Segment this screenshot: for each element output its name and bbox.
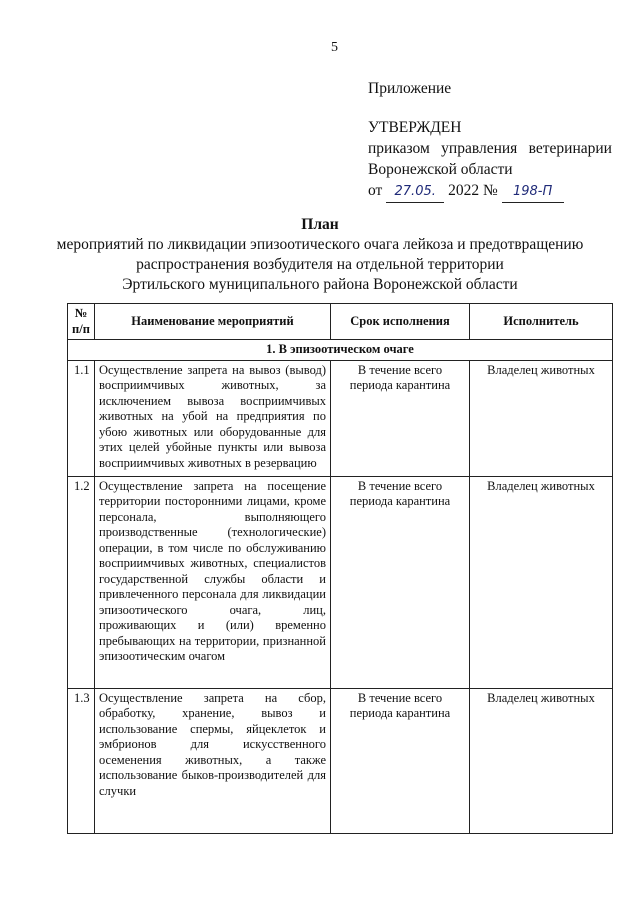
section-row [68, 340, 613, 361]
row-term: В течение всего периода карантина [331, 688, 470, 833]
year-text: 2022 № [448, 182, 498, 199]
table-header-row [68, 304, 613, 340]
row-num: 1.1 [68, 360, 95, 476]
row-name: Осуществление запрета на сбор, обработку, хранение, вывоз и использование спермы, яйцеклеток и эмбрионов для искусственного осеменения животных, а также использование быков-производителей для случки [95, 688, 331, 833]
table-row [68, 360, 613, 476]
title-line-1: мероприятий по ликвидации эпизоотического очага лейкоза и предотвращению [56, 236, 584, 253]
title-line-2: распространения возбудителя на отдельной территории [136, 256, 504, 273]
row-num: 1.2 [68, 476, 95, 688]
order-word-2: управления [441, 140, 518, 157]
appendix-label: Приложение [368, 80, 452, 97]
row-executor: Владелец животных [470, 360, 613, 476]
row-num: 1.3 [68, 688, 95, 833]
row-name: Осуществление запрета на посещение территории посторонними лицами, кроме персонала, выполняющего производственные (технологические) операции, в том числе по обслуживанию восприимчивых животных, специалистов государственной службы области и привлеченного персонала для ликвидации эпизоотического очага, лиц, проживающих и (или) временно пребывающих на территории, признанной эпизоотическим очагом [95, 476, 331, 688]
order-line [368, 138, 612, 159]
date-line [368, 180, 612, 203]
row-executor: Владелец животных [470, 688, 613, 833]
order-word-1: приказом [368, 140, 430, 157]
header-name: Наименование мероприятий [95, 304, 331, 340]
handwritten-date: 27.05. [386, 181, 444, 203]
header-num: № п/п [68, 304, 95, 340]
row-executor: Владелец животных [470, 476, 613, 688]
row-name: Осуществление запрета на вывоз (вывод) восприимчивых животных, за исключением вывоза восприимчивых животных на убой на предприятия по убою животных или оборудованные для этих целей убойные пункты или вывоза восприимчивых животных в резервацию [95, 360, 331, 476]
plan-title: План [301, 216, 339, 233]
page-number: 5 [331, 40, 338, 55]
approval-block [368, 78, 612, 203]
row-term: В течение всего периода карантина [331, 476, 470, 688]
table-row [68, 476, 613, 688]
approved-label: УТВЕРЖДЕН [368, 119, 462, 136]
region-line: Воронежской области [368, 161, 513, 178]
order-word-3: ветеринарии [528, 140, 612, 157]
document-title [0, 215, 640, 295]
header-executor: Исполнитель [470, 304, 613, 340]
handwritten-order-number: 198-П [502, 181, 564, 203]
table-row [68, 688, 613, 833]
plan-table [67, 303, 613, 834]
title-line-3: Эртильского муниципального района Воронежской области [122, 276, 518, 293]
date-prefix: от [368, 182, 383, 199]
row-term: В течение всего периода карантина [331, 360, 470, 476]
section-title: 1. В эпизоотическом очаге [68, 340, 613, 361]
header-term: Срок исполнения [331, 304, 470, 340]
